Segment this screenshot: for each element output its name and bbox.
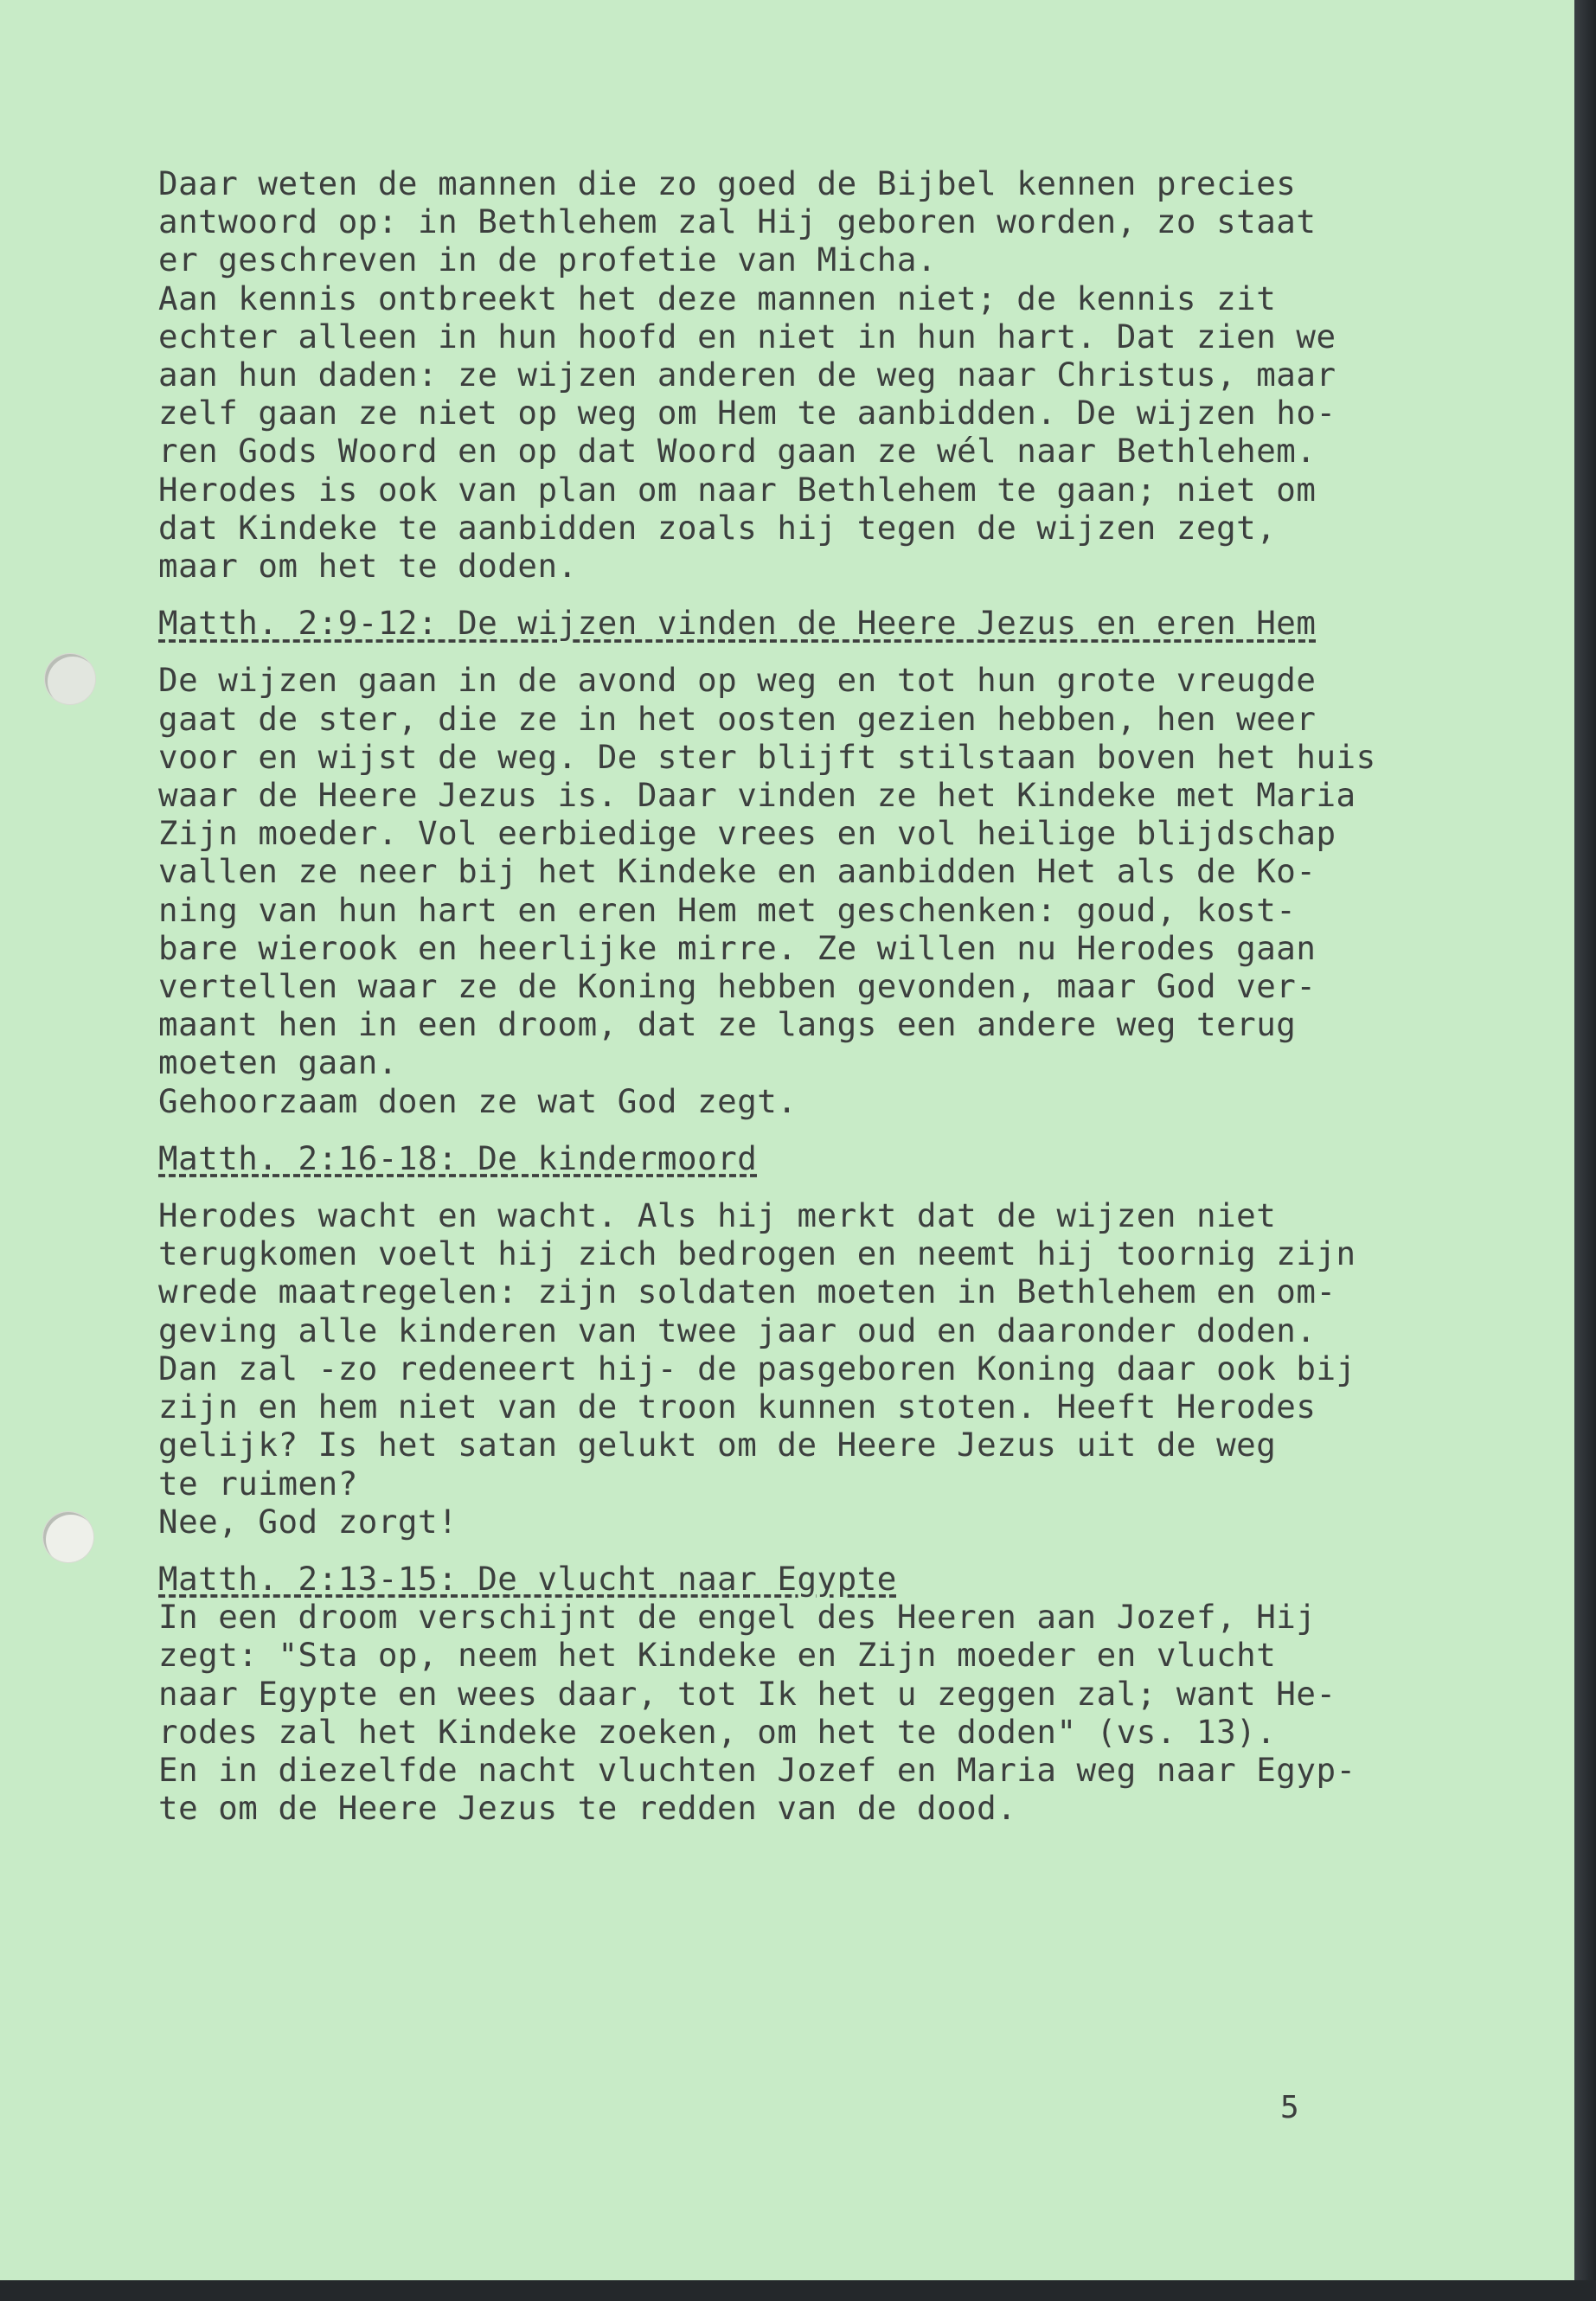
text-line: terugkomen voelt hij zich bedrogen en neemt hij toornig zijn xyxy=(158,1234,1356,1273)
text-line: geving alle kinderen van twee jaar oud en daaronder doden. xyxy=(158,1311,1317,1349)
text-line: Aan kennis ontbreekt het deze mannen niet; de kennis zit xyxy=(158,279,1277,317)
text-line: wrede maatregelen: zijn soldaten moeten in Bethlehem en om- xyxy=(158,1272,1336,1311)
text-line: maant hen in een droom, dat ze langs een andere weg terug xyxy=(158,1005,1297,1044)
section-vlucht xyxy=(158,1560,1387,1827)
text-line: Herodes is ook van plan om naar Bethlehem te gaan; niet om xyxy=(158,470,1317,509)
text-line: echter alleen in hun hoofd en niet in hun hart. Dat zien we xyxy=(158,317,1336,356)
text-line: Zijn moeder. Vol eerbiedige vrees en vol heilige blijdschap xyxy=(158,814,1336,853)
text-line: Dan zal -zo redeneert hij- de pasgeboren Koning daar ook bij xyxy=(158,1349,1356,1388)
text-line: Gehoorzaam doen ze wat God zegt. xyxy=(158,1081,798,1120)
text-line: vallen ze neer bij het Kindeke en aanbidden Het als de Ko- xyxy=(158,852,1317,891)
scan-edge-bottom xyxy=(0,2280,1596,2301)
text-line: Nee, God zorgt! xyxy=(158,1502,458,1541)
text-line: Daar weten de mannen die zo goed de Bijbel kennen precies xyxy=(158,164,1297,202)
text-line: naar Egypte en wees daar, tot Ik het u zeggen zal; want He- xyxy=(158,1674,1336,1713)
section-heading: Matth. 2:13-15: De vlucht naar Egypte xyxy=(158,1559,897,1598)
text-line: zijn en hem niet van de troon kunnen stoten. Heeft Herodes xyxy=(158,1388,1317,1426)
text-line: antwoord op: in Bethlehem zal Hij geboren worden, zo staat xyxy=(158,202,1317,241)
text-line: maar om het te doden. xyxy=(158,547,578,586)
text-line: In een droom verschijnt de engel des Heeren aan Jozef, Hij xyxy=(158,1598,1317,1637)
text-line: De wijzen gaan in de avond op weg en tot hun grote vreugde xyxy=(158,661,1317,700)
section-heading: Matth. 2:16-18: De kindermoord xyxy=(158,1138,758,1177)
text-line: dat Kindeke te aanbidden zoals hij tegen de wijzen zegt, xyxy=(158,508,1277,547)
section-kindermoord xyxy=(158,1139,1387,1541)
punch-hole xyxy=(45,654,95,704)
text-line: bare wierook en heerlijke mirre. Ze willen nu Herodes gaan xyxy=(158,928,1317,967)
text-line: ning van hun hart en eren Hem met geschenken: goud, kost- xyxy=(158,890,1297,929)
scan-edge-right xyxy=(1574,0,1596,2301)
text-line: moeten gaan. xyxy=(158,1043,398,1082)
text-line: waar de Heere Jezus is. Daar vinden ze het Kindeke met Maria xyxy=(158,776,1356,815)
text-line: aan hun daden: ze wijzen anderen de weg naar Christus, maar xyxy=(158,356,1336,394)
punch-hole xyxy=(43,1512,93,1562)
text-line: rodes zal het Kindeke zoeken, om het te doden" (vs. 13). xyxy=(158,1712,1277,1751)
page-number: 5 xyxy=(1280,2090,1299,2125)
text-line: zelf gaan ze niet op weg om Hem te aanbidden. De wijzen ho- xyxy=(158,394,1336,433)
text-line: voor en wijst de weg. De ster blijft stilstaan boven het huis xyxy=(158,737,1376,776)
text-line: gaat de ster, die ze in het oosten gezien hebben, hen weer xyxy=(158,699,1317,738)
text-line: vertellen waar ze de Koning hebben gevonden, maar God ver- xyxy=(158,967,1317,1006)
document-body xyxy=(158,164,1387,1827)
text-line: Herodes wacht en wacht. Als hij merkt dat de wijzen niet xyxy=(158,1196,1277,1235)
text-line: te om de Heere Jezus te redden van de dood. xyxy=(158,1789,1017,1828)
text-line: er geschreven in de profetie van Micha. xyxy=(158,240,937,279)
text-line: zegt: "Sta op, neem het Kindeke en Zijn moeder en vlucht xyxy=(158,1636,1277,1675)
text-line: ren Gods Woord en op dat Woord gaan ze wél naar Bethlehem. xyxy=(158,432,1317,471)
text-line: En in diezelfde nacht vluchten Jozef en Maria weg naar Egyp- xyxy=(158,1750,1356,1789)
text-line: te ruimen? xyxy=(158,1464,358,1503)
section-intro xyxy=(158,164,1387,585)
text-line: gelijk? Is het satan gelukt om de Heere Jezus uit de weg xyxy=(158,1426,1277,1465)
section-wijzen xyxy=(158,604,1387,1120)
section-heading: Matth. 2:9-12: De wijzen vinden de Heere Jezus en eren Hem xyxy=(158,604,1317,643)
